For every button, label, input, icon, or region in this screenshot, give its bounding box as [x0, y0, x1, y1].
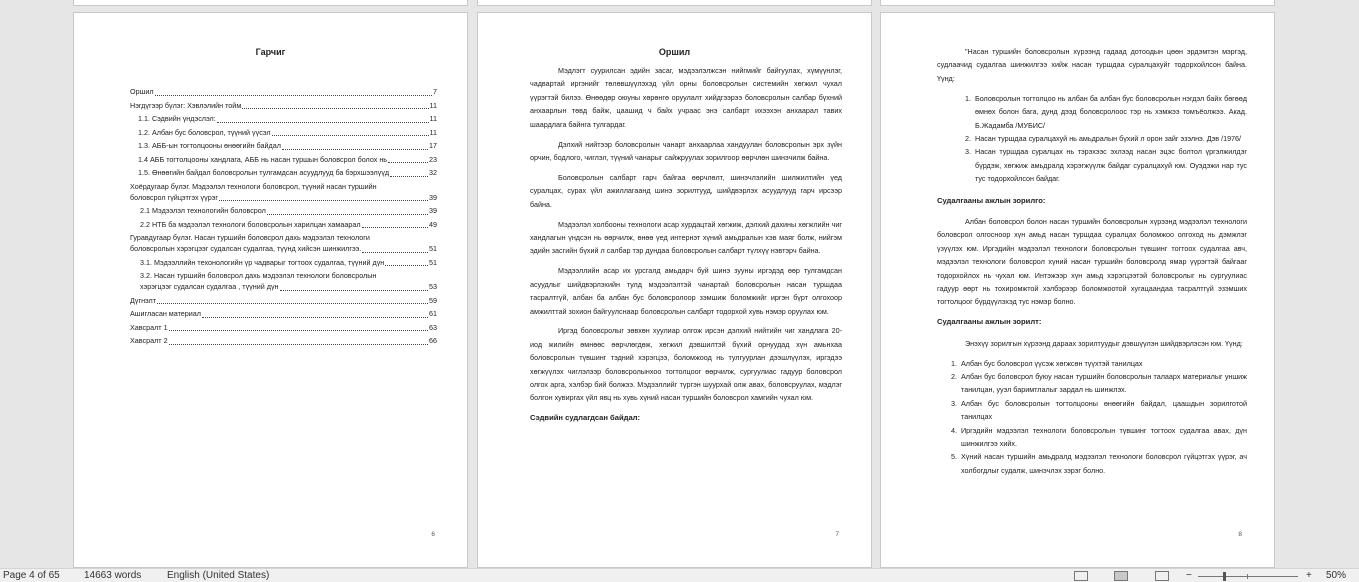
toc-leader — [267, 214, 428, 215]
list-item: 3. Насан туршдаа суралцах нь тэрэхээс эхлээд насан эцэс болтол үргэлжилдэг бүрдэж, хөгжиж амьдралд хэрэгжүүлж байдаг суралцахуй юм. Оуэдэжи нар тус тус тодорхойлсон байдаг. — [973, 145, 1247, 185]
toc-entry[interactable] — [130, 139, 437, 153]
toc-leader — [390, 176, 428, 177]
toc-entry[interactable] — [130, 307, 437, 321]
document-page-intro[interactable] — [477, 12, 872, 568]
list-item: 1. Албан бус боловсрол үүсэж хөгжсөн түүхтэй танилцах — [959, 357, 1247, 370]
toc-leader — [388, 162, 428, 163]
toc-leader — [202, 317, 428, 318]
toc-entry[interactable] — [130, 153, 437, 167]
section-heading: Судалгааны ажлын зорилт: — [937, 317, 1042, 327]
toc-page-number: 39 — [429, 206, 437, 216]
list-item: 1. Боловсролын тогтолцоо нь албан ба албан бус боловсролын нэгдэл байх бөгөөд өмнөх болон бага, дунд дээд боловсролоос тэр нь хэмжээ томъёолжээ. Акад. Б.Жадамба /МУБИС/ — [973, 92, 1247, 132]
zoom-in-button[interactable]: + — [1306, 570, 1312, 581]
page-number: 8 — [1238, 530, 1242, 538]
toc-leader — [362, 227, 428, 228]
toc-entry[interactable] — [130, 321, 437, 335]
toc-page-number: 66 — [429, 336, 437, 346]
print-layout-icon[interactable] — [1114, 571, 1128, 581]
list-item: 3. Албан бус боловсролын тогтолцооны өнөөгийн байдал, цаашдын зорилготой танилцах — [959, 397, 1247, 424]
toc-entry-text: 1.2. Албан бус боловсрол, түүний үүсэл — [138, 127, 271, 137]
toc-page-number: 59 — [429, 295, 437, 305]
section-heading: Судалгааны ажлын зорилго: — [937, 195, 1046, 205]
paragraph: Энэхүү зорилгын хүрээнд дараах зорилтуудыг дэвшүүлэн шийдвэрлэсэн юм. Үүнд: — [965, 338, 1243, 348]
toc-leader — [169, 330, 428, 331]
list-item: 2. Насан туршдаа суралцахуй нь амьдралын бүхий л орон зайг эзэлнэ. Дэв /1976/ — [973, 132, 1247, 145]
goals-list — [937, 357, 1247, 478]
toc-page-number: 23 — [429, 154, 437, 164]
list-item: 4. Иргэдийн мэдээлэл технологи боловсролын түвшинг тогтоох судалгаа авах, дүн шинжилгээ хийх. — [959, 424, 1247, 451]
word-count-indicator[interactable]: 14663 words — [84, 570, 142, 581]
toc-entry[interactable] — [130, 269, 437, 294]
toc-leader — [157, 303, 428, 304]
toc-entry[interactable] — [130, 166, 437, 180]
toc-entry[interactable] — [130, 112, 437, 126]
toc-entry-text: Дүгнэлт — [130, 295, 157, 305]
toc-entry[interactable] — [130, 126, 437, 140]
paragraph: Албан боловсрол болон насан туршийн боловсролын хүрээнд мэдээлэл технологи боловсрол олгосноор хүн амьд насан туршдаа суралцах боломжоо олгоход нь дэмжлэг үзүүлэх юм. Иргэдийн мэдээлэл технологи боловсролын түвшинг тогтоох судалгаа авч, мэдээлэл технологи боловсрол хүний насан туршийн боловсролд ямар үүрэгтэй байгааг тодорхойлох нь чухал юм. Интэжээр хүн амьд хэрэгцээтэй боловсролыг нь сургуулиас гадуур өөрт нь тохиромжтой хэлбэрээр боломжоотой хугацаандаа тасралтгүй эзэмших тогтолцоог бүрдүүлэхэд тус нэмэр болно. — [937, 216, 1247, 307]
toc-entry-text: Хавсралт 1 — [130, 322, 168, 332]
section-heading: Сэдвийн судлагдсан байдал: — [530, 413, 641, 423]
toc-leader — [155, 95, 432, 96]
toc-leader — [280, 290, 428, 291]
paragraph: Боловсролын салбарт гарч байгаа өөрчлөлт, шинэчлэлийн шилжилтийн үед суралцах, сурах үйл ажиллагаанд шинэ зорилтууд, шийдвэрлэх асуудлууд гарч ирсээр байна. — [530, 172, 842, 209]
toc-title: Гарчиг — [255, 47, 286, 57]
intro-body — [530, 64, 842, 433]
toc-leader — [169, 344, 428, 345]
paragraph: "Насан туршийн боловсролын хүрээнд гадаад дотоодын цөөн эрдэмтэн мэргэд, судлаачид судалгаа шинжилгээ хийж насан туршдаа суралцахуйг тодорхойлсон байна. Үүнд: — [937, 47, 1247, 83]
toc-leader — [282, 149, 428, 150]
toc-leader — [242, 108, 428, 109]
toc-leader — [385, 265, 428, 266]
toc-page-number: 11 — [429, 127, 437, 137]
toc-entry-text: Хоёрдугаар бүлэг. Мэдээлэл технологи боловсрол, түүний насан туршийн — [130, 181, 377, 191]
toc-entry-text: 1.5. Өнөөгийн байдал боловсролын тулгамдсан асуудлууд ба бэрхшээлүүд — [138, 168, 390, 178]
zoom-slider[interactable] — [1198, 576, 1298, 577]
toc-page-number: 53 — [429, 282, 437, 292]
toc-page-number: 63 — [429, 322, 437, 332]
previous-page-edge — [477, 0, 872, 6]
document-page-toc[interactable] — [73, 12, 468, 568]
page-count-indicator[interactable]: Page 4 of 65 — [3, 570, 60, 581]
web-layout-icon[interactable] — [1155, 571, 1169, 581]
toc-entry-text: боловсролын хэрэгцээг судалсан судалгаа, түүнд хийсэн шинжилгээ. — [130, 244, 362, 254]
zoom-slider-center-tick — [1247, 574, 1248, 579]
quotes-list — [937, 92, 1247, 186]
page-number: 6 — [431, 530, 435, 538]
list-item: 2. Албан бус боловсрол буюу насан туршийн боловсролын талаарх материалыг уншиж танилцан, ууэл баримтлалыг зардал нь шинжлэх. — [959, 370, 1247, 397]
toc-entry-text: Нэгдүгээр бүлэг: Хэвлэлийн тойм — [130, 100, 242, 110]
list-item: 5. Хүний насан туршийн амьдралд мэдээлэл технологи боловсрол гүйцэтгэх үүрэг, ач холбогдлыг судалж, шинэчлэх зэрэг болно. — [959, 450, 1247, 477]
toc-entry[interactable] — [130, 204, 437, 218]
toc-entry[interactable] — [130, 218, 437, 232]
intro-title: Оршил — [658, 47, 691, 57]
paragraph: Дэлхий нийтээр боловсролын чанарт анхаарлаа хандуулан боловсролын эрх зүйн орчин, бодлого, чиглэл, түүний чанарыг сайжруулах зорилгоор өөрчлөн шинэчилж байна. — [530, 139, 842, 162]
language-indicator[interactable]: English (United States) — [167, 570, 270, 581]
toc-entry[interactable] — [130, 231, 437, 256]
status-bar — [0, 568, 1359, 582]
toc-entry[interactable] — [130, 99, 437, 113]
toc-entry-text: 1.1. Сэдвийн үндэслэл: — [138, 114, 216, 124]
toc-entry-text: 1.4 АББ тогтолцооны хандлага, АББ нь насан туршын боловсрол болох нь — [138, 154, 388, 164]
toc-page-number: 39 — [429, 192, 437, 202]
toc-entry-text: 3.1. Мэдээллийн техонологийн үр чадварыг тогтоох судалгаа, түүний дүн — [140, 257, 385, 267]
toc-entry-text: 2.2 НТБ ба мэдээлэл технологи боловсролын харилцан хамаарал — [140, 219, 361, 229]
toc-entry[interactable] — [130, 85, 437, 99]
toc-page-number: 32 — [429, 168, 437, 178]
toc-entry[interactable] — [130, 256, 437, 270]
toc-entry[interactable] — [130, 180, 437, 205]
toc-page-number: 51 — [429, 244, 437, 254]
toc-entry-text: Ашигласан материал — [130, 309, 201, 319]
read-mode-icon[interactable] — [1074, 571, 1088, 581]
toc-page-number: 7 — [433, 87, 437, 97]
toc-page-number: 49 — [429, 219, 437, 229]
toc-page-number: 11 — [429, 100, 437, 110]
toc-entry[interactable] — [130, 294, 437, 308]
toc-entry[interactable] — [130, 334, 437, 348]
toc-page-number: 17 — [429, 141, 437, 151]
paragraph: Иргэд боловсролыг зөвхөн хуулиар олгож ирсэн дэлхий нийтийн чиг хандлага 20-иод жилийн өмнөөс өөрчлөгдөж, хөгжил дэвшилтэй бүхий орнуудад хүн амьнхаа боловсролын түвшинг тэдний хэрэгцээ, боломжоод нь тулгуурлан дээшлүүлэх, иргэдээ хөгжүүлэх чиглэлээр боловсролынхоо тогтолцоог өөрчилж, сургуулиас гадуур боловсрол олгох арга, хэлбэр бий болжээ. Мэдээллийг түргэн шуурхай олж авах, боловсруулах, мэдлэг болгон хувиргах үйл явц нь хувь хүний насан туршийн боловсрол хамгийн чухал юм. — [530, 326, 842, 403]
previous-page-edge — [73, 0, 468, 6]
toc-page-number: 51 — [429, 257, 437, 267]
previous-page-edge — [880, 0, 1275, 6]
toc-page-number: 61 — [429, 309, 437, 319]
toc-entry-text: Хавсралт 2 — [130, 336, 168, 346]
toc-page-number: 11 — [429, 114, 437, 124]
toc-entry-text: Гуравдугаар бүлэг. Насан туршийн боловсрол дахь мэдээлэл технологи — [130, 233, 370, 242]
toc-entry-text: хэрэгцээг судалсан судалгаа , түүний дүн — [140, 282, 279, 292]
paragraph: Мэдээллийн асар их урсгалд амьдарч буй шинэ зууны иргэдэд өөр тулгамдсан асуудлыг шийдвэрлэхийн тулд мэдээлэлтэй чанартай боловсролын насан туршдаа тасралтгүй, албан ба албан бус боловсролоор зэмшиж боломжийг иргэн бүрт олгохоор амжилттай зохион байгуулснаар боловсролын салбарт тодорхой хувь нэмэр оруулах юм. — [530, 266, 842, 316]
toc-entry-text: 3.2. Насан туршийн боловсрол дахь мэдээлэл технологи боловсролын — [140, 271, 377, 280]
toc-entry-text: 1.3. АББ-ын тогтолцооны өнөөгийн байдал — [138, 141, 281, 151]
paragraph: Мэдлэгт суурилсан эдийн засаг, мэдээлэлжсэн нийгмийг байгуулах, хүмүүнлэг, чадвартай иргэнийг төлөвшүүлэхэд үйл орны боловсролын системийн хөгжил чухал үүрэгтэй билээ. Өнөөдөр оюуны хөрөнгө оруулалт хийдгээрээ боловсролын салбар бүхний анхаарлын төвд байж, цаашид ч байх учраас энэ салбарт ихээхэн анхаарал тавих шаардлага байнга тулгардаг. — [530, 66, 842, 129]
document-page-goals[interactable] — [880, 12, 1275, 568]
zoom-slider-thumb[interactable] — [1223, 572, 1226, 581]
table-of-contents — [130, 85, 437, 348]
goals-body — [937, 45, 1247, 485]
toc-entry-text: боловсрол гүйцэтгэх үүрэг — [130, 192, 219, 202]
toc-entry-text: 2.1 Мэдээлэл технологийн боловсрол — [140, 206, 266, 216]
toc-entry-text: Оршил — [130, 87, 154, 97]
toc-leader — [219, 200, 428, 201]
toc-leader — [362, 252, 428, 253]
toc-leader — [272, 135, 429, 136]
paragraph: Мэдээлэл холбооны технологи асар хурдацтай хөгжиж, дэлхий дахины хөгжлийн чиг хандлагын үндсэн нь өөрчилж, өнөө үед интернэт хүний амьдралын хэв маяг болж, нийгэм эдийн засгийн бүхий л салбар тэр дундаа боловсролын салбарт түлхүү нэвтэрч байна. — [530, 219, 842, 256]
zoom-out-button[interactable]: − — [1186, 570, 1192, 581]
page-number: 7 — [835, 530, 839, 538]
zoom-level[interactable]: 50% — [1326, 570, 1347, 581]
toc-leader — [217, 122, 429, 123]
